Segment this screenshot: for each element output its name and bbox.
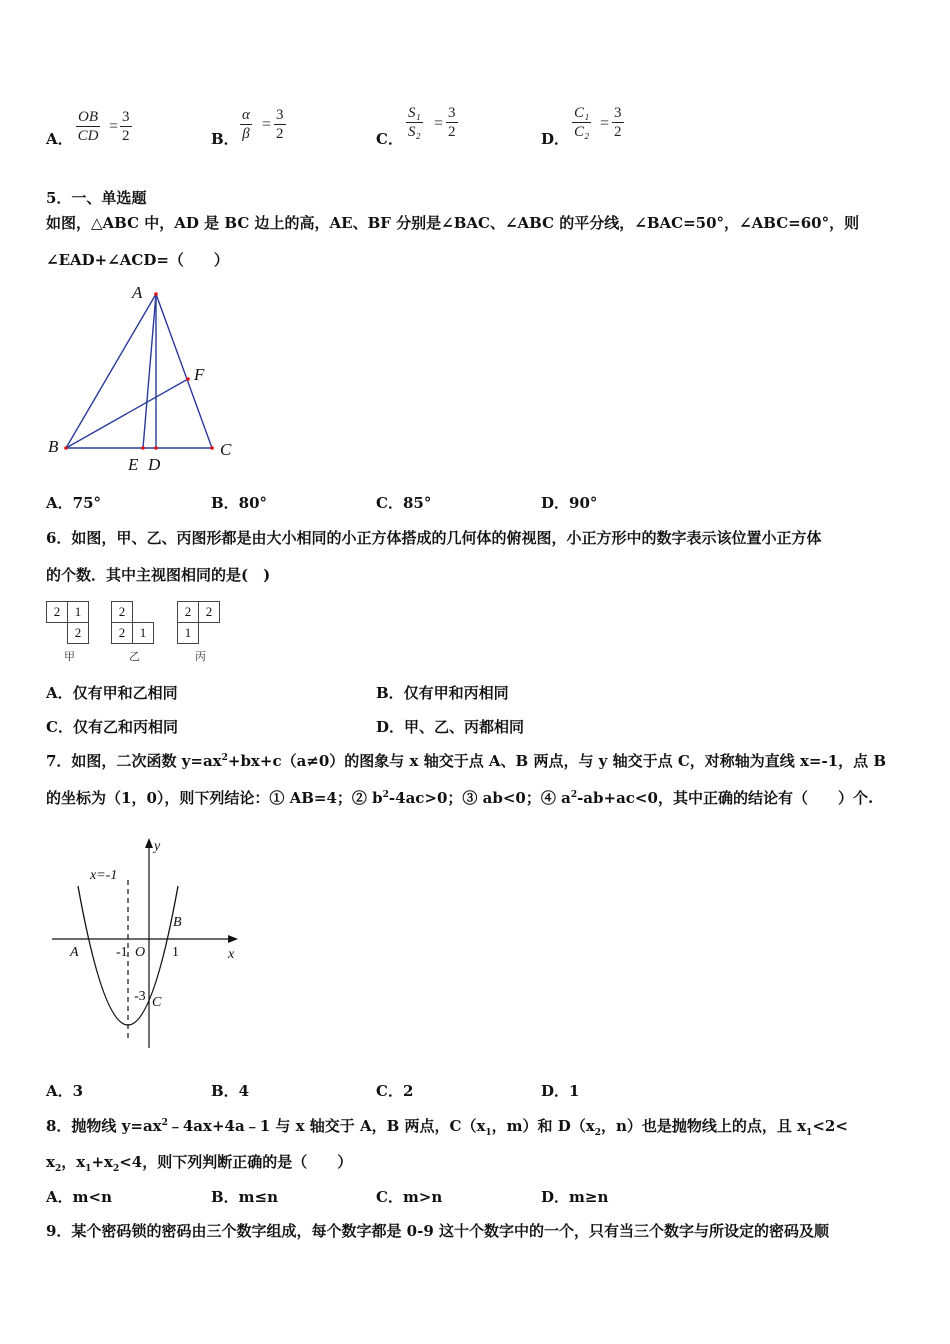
- q4-option-a-letter: A．: [46, 130, 73, 148]
- label-one: 1: [172, 945, 179, 960]
- text: ，n）也是抛物线上的点，且 x: [600, 1117, 807, 1135]
- label-a: A: [70, 945, 79, 960]
- sub: 2: [112, 1164, 120, 1174]
- q4-option-c-ratio: 3 2: [448, 105, 456, 140]
- label-neg1: -1: [116, 945, 128, 960]
- text: ﹣4ax+4a﹣1 与 x 轴交于 A，B 两点，C（x: [167, 1117, 486, 1135]
- q4-option-c-letter: C．: [376, 130, 403, 148]
- q5-heading: 5．一、单选题: [46, 189, 147, 207]
- text: +x: [91, 1153, 113, 1171]
- x-axis-arrow: [228, 935, 238, 943]
- sup: 2: [161, 1118, 168, 1128]
- q8-option-d: D．m≥n: [541, 1188, 609, 1206]
- q6-line2: 的个数．其中主视图相同的是( ): [46, 566, 271, 584]
- q4-option-c-frac: $\frac{\text{S₁}}{\text{S₂}}$: [408, 105, 421, 140]
- cell: 1: [177, 622, 199, 644]
- q5-option-b: B．80°: [211, 494, 268, 512]
- equals: =: [600, 115, 610, 132]
- q9-line1: 9．某个密码锁的密码由三个数字组成，每个数字都是 0-9 这十个数字中的一个，只有当三个数字与所设定的密码及顺: [46, 1222, 829, 1240]
- text: x: [46, 1153, 55, 1171]
- bisector-bf: [66, 379, 188, 448]
- label-d: D: [148, 455, 161, 474]
- label-x: x: [228, 947, 235, 962]
- label-y: y: [154, 839, 161, 854]
- grid-label: 乙: [129, 650, 140, 663]
- text: 8．抛物线 y=ax: [46, 1117, 162, 1135]
- cell: 2: [177, 601, 199, 623]
- text: 的坐标为（1，0），则下列结论：① AB=4；② b: [46, 789, 383, 807]
- q4-option-d-frac: $\frac{\text{C₁}}{\text{C₂}}$: [574, 105, 590, 140]
- q7-line1: [46, 750, 886, 771]
- q8-line1: [46, 1115, 848, 1138]
- text: ，m）和 D（x: [491, 1117, 595, 1135]
- sub: 1: [806, 1128, 813, 1138]
- q4-option-a-frac: $\frac{OB}{CD}$: [77, 109, 99, 144]
- q5-triangle-figure: [40, 280, 250, 480]
- q7-option-b: B．4: [211, 1082, 250, 1100]
- text: ，x: [61, 1153, 86, 1171]
- q8-option-c: C．m>n: [376, 1188, 443, 1206]
- q5-option-d: D．90°: [541, 494, 598, 512]
- q8-option-a: A．m<n: [46, 1188, 112, 1206]
- y-axis-arrow: [145, 838, 153, 848]
- cell: 2: [46, 601, 68, 623]
- sup: 2: [382, 790, 389, 800]
- label-neg3: -3: [134, 989, 146, 1004]
- label-e: E: [128, 455, 139, 474]
- q7-line2: [46, 787, 873, 808]
- side-ab: [66, 294, 156, 448]
- q5-line1: 如图，△ABC 中，AD 是 BC 边上的高，AE、BF 分别是∠BAC、∠ABC 的平分线，∠BAC=50°，∠ABC=60°，则: [46, 214, 860, 232]
- equals: =: [434, 115, 444, 132]
- text: <2<: [812, 1117, 848, 1135]
- sub: 1: [85, 1164, 92, 1174]
- label-c: C: [152, 995, 162, 1010]
- q7-option-c: C．2: [376, 1082, 414, 1100]
- q8-line2: [46, 1151, 352, 1174]
- q7-option-d: D．1: [541, 1082, 580, 1100]
- text: <4，则下列判断正确的是（ ）: [119, 1153, 353, 1171]
- label-f: F: [194, 365, 205, 384]
- cell: 2: [111, 601, 133, 623]
- sup: 2: [221, 753, 228, 763]
- q4-option-d-ratio: 3 2: [614, 105, 622, 140]
- label-o: O: [135, 945, 146, 960]
- sub: 2: [54, 1164, 62, 1174]
- q6-option-a: A．仅有甲和乙相同: [46, 684, 178, 702]
- equals: =: [262, 116, 272, 133]
- label-b: B: [48, 437, 59, 456]
- q6-option-d: D．甲、乙、丙都相同: [376, 718, 525, 736]
- q4-option-b-frac: $\frac{\alpha}{\beta}$: [242, 107, 250, 142]
- bisector-ae: [143, 294, 156, 448]
- sup: 2: [570, 790, 578, 800]
- grid-label: 丙: [195, 650, 206, 663]
- label-c: C: [220, 440, 232, 459]
- q6-option-c: C．仅有乙和丙相同: [46, 718, 178, 736]
- q8-option-b: B．m≤n: [211, 1188, 279, 1206]
- sub: 1: [485, 1128, 492, 1138]
- label-axis: x=-1: [90, 868, 118, 883]
- label-b: B: [173, 915, 182, 930]
- text: -4ac>0；③ ab<0；④ a: [388, 789, 571, 807]
- q6-option-b: B．仅有甲和丙相同: [376, 684, 509, 702]
- cell: 2: [67, 622, 89, 644]
- cell: 2: [111, 622, 133, 644]
- q5-option-c: C．85°: [376, 494, 432, 512]
- text: +bx+c（a≠0）的图象与 x 轴交于点 A、B 两点，与 y 轴交于点 C，对称轴为直线 x=-1，点 B: [227, 752, 887, 770]
- q7-option-a: A．3: [46, 1082, 84, 1100]
- cell: 1: [132, 622, 154, 644]
- sub: 2: [594, 1128, 601, 1138]
- q4-option-b-ratio: 3 2: [276, 107, 284, 142]
- grid-label: 甲: [64, 650, 75, 663]
- equals: =: [109, 118, 119, 135]
- q6-line1: 6．如图，甲、乙、丙图形都是由大小相同的小正方体搭成的几何体的俯视图，小正方形中的数字表示该位置小正方体: [46, 529, 822, 547]
- q5-line2: ∠EAD+∠ACD=（ ）: [46, 251, 229, 269]
- q4-option-b-letter: B．: [211, 130, 239, 148]
- q4-option-d-letter: D．: [541, 130, 570, 148]
- text: -ab+ac<0，其中正确的结论有（ ）个.: [577, 789, 874, 807]
- q7-parabola-graph: [48, 836, 248, 1056]
- q4-option-a-ratio: 3 2: [122, 109, 130, 144]
- cell: 2: [198, 601, 220, 623]
- text: 7．如图，二次函数 y=ax: [46, 752, 222, 770]
- q5-option-a: A．75°: [46, 494, 102, 512]
- label-a: A: [132, 283, 143, 302]
- cell: 1: [67, 601, 89, 623]
